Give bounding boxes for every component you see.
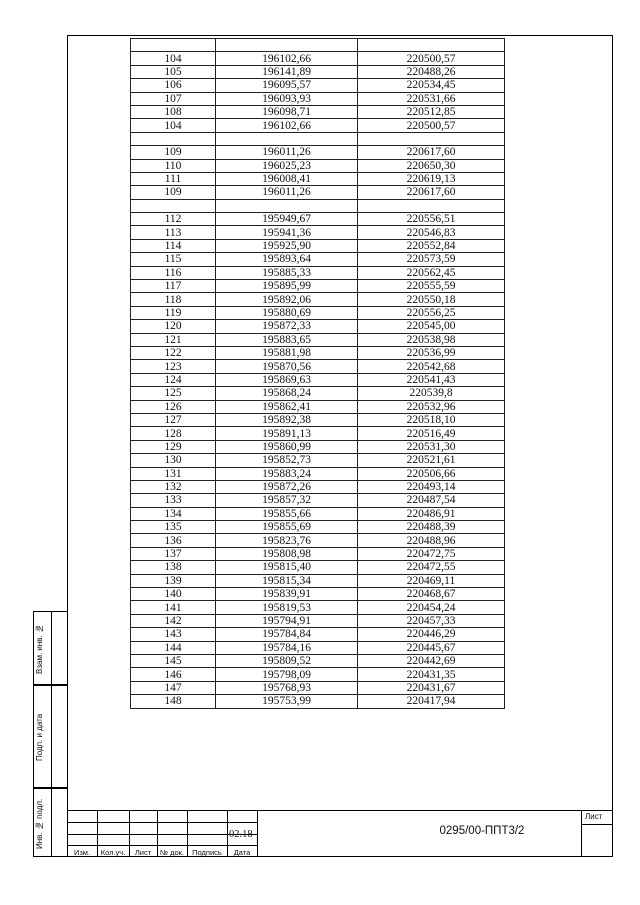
x-coordinate-cell: 196011,26 xyxy=(216,186,358,199)
y-coordinate-cell: 220573,59 xyxy=(358,253,505,266)
y-coordinate-cell: 220552,84 xyxy=(358,239,505,252)
table-row xyxy=(131,172,505,185)
table-row xyxy=(131,146,505,159)
x-coordinate-cell: 195881,98 xyxy=(216,346,358,359)
y-coordinate-cell: 220538,98 xyxy=(358,333,505,346)
table-row xyxy=(131,561,505,574)
title-block-header: Изм. xyxy=(73,848,91,857)
point-number-cell: 126 xyxy=(131,400,216,413)
y-coordinate-cell: 220442,69 xyxy=(358,654,505,667)
table-row xyxy=(131,266,505,279)
y-coordinate-cell: 220541,43 xyxy=(358,373,505,386)
y-coordinate-cell: 220469,11 xyxy=(358,574,505,587)
table-row xyxy=(131,253,505,266)
y-coordinate-cell xyxy=(358,39,505,52)
table-row xyxy=(131,346,505,359)
y-coordinate-cell: 220531,30 xyxy=(358,440,505,453)
y-coordinate-cell: 220617,60 xyxy=(358,146,505,159)
table-row xyxy=(131,199,505,212)
y-coordinate-cell: 220556,51 xyxy=(358,213,505,226)
table-row xyxy=(131,52,505,65)
table-row xyxy=(131,186,505,199)
x-coordinate-cell: 195753,99 xyxy=(216,695,358,708)
point-number-cell: 118 xyxy=(131,293,216,306)
point-number-cell: 143 xyxy=(131,628,216,641)
point-number-cell: 110 xyxy=(131,159,216,172)
table-row xyxy=(131,574,505,587)
table-row xyxy=(131,280,505,293)
x-coordinate-cell: 195891,13 xyxy=(216,427,358,440)
table-row xyxy=(131,413,505,426)
x-coordinate-cell: 195949,67 xyxy=(216,213,358,226)
table-row xyxy=(131,547,505,560)
x-coordinate-cell: 196102,66 xyxy=(216,119,358,132)
point-number-cell: 109 xyxy=(131,146,216,159)
x-coordinate-cell: 195860,99 xyxy=(216,440,358,453)
y-coordinate-cell: 220417,94 xyxy=(358,695,505,708)
point-number-cell: 148 xyxy=(131,695,216,708)
point-number-cell xyxy=(131,199,216,212)
y-coordinate-cell: 220500,57 xyxy=(358,52,505,65)
table-row xyxy=(131,39,505,52)
x-coordinate-cell: 195784,84 xyxy=(216,628,358,641)
x-coordinate-cell: 195892,38 xyxy=(216,413,358,426)
x-coordinate-cell: 195941,36 xyxy=(216,226,358,239)
x-coordinate-cell: 195819,53 xyxy=(216,601,358,614)
title-block-header: Дата xyxy=(233,848,251,857)
x-coordinate-cell xyxy=(216,132,358,145)
point-number-cell: 127 xyxy=(131,413,216,426)
title-block-header: № док. xyxy=(159,848,185,857)
table-row xyxy=(131,494,505,507)
y-coordinate-cell: 220545,00 xyxy=(358,320,505,333)
table-row xyxy=(131,306,505,319)
point-number-cell: 119 xyxy=(131,306,216,319)
y-coordinate-cell: 220431,35 xyxy=(358,668,505,681)
x-coordinate-cell: 195768,93 xyxy=(216,681,358,694)
point-number-cell: 147 xyxy=(131,681,216,694)
y-coordinate-cell: 220468,67 xyxy=(358,588,505,601)
y-coordinate-cell xyxy=(358,199,505,212)
x-coordinate-cell: 195823,76 xyxy=(216,534,358,547)
x-coordinate-cell: 196011,26 xyxy=(216,146,358,159)
x-coordinate-cell: 195885,33 xyxy=(216,266,358,279)
table-row xyxy=(131,387,505,400)
table-row xyxy=(131,588,505,601)
x-coordinate-cell: 195855,69 xyxy=(216,521,358,534)
x-coordinate-cell: 195862,41 xyxy=(216,400,358,413)
title-block xyxy=(67,810,613,857)
x-coordinate-cell: 195883,24 xyxy=(216,467,358,480)
x-coordinate-cell: 195815,34 xyxy=(216,574,358,587)
x-coordinate-cell: 195855,66 xyxy=(216,507,358,520)
point-number-cell: 109 xyxy=(131,186,216,199)
side-stamp-vzam xyxy=(33,611,68,685)
table-row xyxy=(131,628,505,641)
y-coordinate-cell: 220516,49 xyxy=(358,427,505,440)
x-coordinate-cell: 195868,24 xyxy=(216,387,358,400)
x-coordinate-cell: 196095,57 xyxy=(216,79,358,92)
x-coordinate-cell: 195784,16 xyxy=(216,641,358,654)
table-row xyxy=(131,467,505,480)
sheet-label: Лист xyxy=(585,812,603,821)
y-coordinate-cell xyxy=(358,132,505,145)
y-coordinate-cell: 220446,29 xyxy=(358,628,505,641)
y-coordinate-cell: 220488,39 xyxy=(358,521,505,534)
y-coordinate-cell: 220521,61 xyxy=(358,454,505,467)
table-row xyxy=(131,65,505,78)
point-number-cell: 133 xyxy=(131,494,216,507)
table-row xyxy=(131,92,505,105)
table-row xyxy=(131,105,505,118)
y-coordinate-cell: 220486,91 xyxy=(358,507,505,520)
point-number-cell: 120 xyxy=(131,320,216,333)
y-coordinate-cell: 220542,68 xyxy=(358,360,505,373)
point-number-cell: 141 xyxy=(131,601,216,614)
x-coordinate-cell: 195798,09 xyxy=(216,668,358,681)
side-stamp-inv xyxy=(33,788,68,857)
x-coordinate-cell: 196141,89 xyxy=(216,65,358,78)
y-coordinate-cell: 220536,99 xyxy=(358,346,505,359)
x-coordinate-cell: 196098,71 xyxy=(216,105,358,118)
date-value: 02.18 xyxy=(229,829,253,840)
table-row xyxy=(131,333,505,346)
point-number-cell: 114 xyxy=(131,239,216,252)
y-coordinate-cell: 220539,8 xyxy=(358,387,505,400)
table-row xyxy=(131,400,505,413)
x-coordinate-cell xyxy=(216,199,358,212)
table-row xyxy=(131,668,505,681)
x-coordinate-cell: 195808,98 xyxy=(216,547,358,560)
x-coordinate-cell: 195925,90 xyxy=(216,239,358,252)
x-coordinate-cell xyxy=(216,39,358,52)
vzam-label: Взам. инв. № xyxy=(35,624,44,674)
y-coordinate-cell: 220556,25 xyxy=(358,306,505,319)
table-row xyxy=(131,79,505,92)
point-number-cell: 113 xyxy=(131,226,216,239)
point-number-cell: 111 xyxy=(131,172,216,185)
table-row xyxy=(131,226,505,239)
table-row xyxy=(131,239,505,252)
point-number-cell: 145 xyxy=(131,654,216,667)
table-row xyxy=(131,641,505,654)
point-number-cell: 105 xyxy=(131,65,216,78)
point-number-cell: 136 xyxy=(131,534,216,547)
podp-label: Подп. и дата xyxy=(35,713,44,762)
point-number-cell xyxy=(131,132,216,145)
y-coordinate-cell: 220493,14 xyxy=(358,480,505,493)
x-coordinate-cell: 195794,91 xyxy=(216,614,358,627)
y-coordinate-cell: 220500,57 xyxy=(358,119,505,132)
x-coordinate-cell: 195870,56 xyxy=(216,360,358,373)
point-number-cell: 116 xyxy=(131,266,216,279)
document-code: 0295/00-ППТ3/2 xyxy=(439,825,525,837)
x-coordinate-cell: 196102,66 xyxy=(216,52,358,65)
table-row xyxy=(131,454,505,467)
table-row xyxy=(131,440,505,453)
point-number-cell: 131 xyxy=(131,467,216,480)
point-number-cell: 108 xyxy=(131,105,216,118)
table-row xyxy=(131,521,505,534)
x-coordinate-cell: 196008,41 xyxy=(216,172,358,185)
point-number-cell: 104 xyxy=(131,52,216,65)
x-coordinate-cell: 195895,99 xyxy=(216,280,358,293)
x-coordinate-cell: 195892,06 xyxy=(216,293,358,306)
table-row xyxy=(131,360,505,373)
point-number-cell: 144 xyxy=(131,641,216,654)
y-coordinate-cell: 220488,96 xyxy=(358,534,505,547)
y-coordinate-cell: 220532,96 xyxy=(358,400,505,413)
table-row xyxy=(131,601,505,614)
table-row xyxy=(131,427,505,440)
x-coordinate-cell: 196025,23 xyxy=(216,159,358,172)
table-row xyxy=(131,132,505,145)
y-coordinate-cell: 220550,18 xyxy=(358,293,505,306)
table-row xyxy=(131,119,505,132)
x-coordinate-cell: 195872,26 xyxy=(216,480,358,493)
point-number-cell: 106 xyxy=(131,79,216,92)
x-coordinate-cell: 196093,93 xyxy=(216,92,358,105)
title-block-header: Кол.уч. xyxy=(100,848,126,857)
x-coordinate-cell: 195872,33 xyxy=(216,320,358,333)
x-coordinate-cell: 195883,65 xyxy=(216,333,358,346)
inv-label: Инв. № подл. xyxy=(35,798,44,849)
title-block-header: Подпись xyxy=(192,848,222,857)
y-coordinate-cell: 220534,45 xyxy=(358,79,505,92)
y-coordinate-cell: 220488,26 xyxy=(358,65,505,78)
y-coordinate-cell: 220457,33 xyxy=(358,614,505,627)
point-number-cell: 112 xyxy=(131,213,216,226)
table-row xyxy=(131,320,505,333)
x-coordinate-cell: 195893,64 xyxy=(216,253,358,266)
x-coordinate-cell: 195880,69 xyxy=(216,306,358,319)
point-number-cell: 140 xyxy=(131,588,216,601)
point-number-cell: 104 xyxy=(131,119,216,132)
point-number-cell: 117 xyxy=(131,280,216,293)
y-coordinate-cell: 220617,60 xyxy=(358,186,505,199)
point-number-cell: 129 xyxy=(131,440,216,453)
point-number-cell: 122 xyxy=(131,346,216,359)
y-coordinate-cell: 220650,30 xyxy=(358,159,505,172)
table-row xyxy=(131,695,505,708)
x-coordinate-cell: 195852,73 xyxy=(216,454,358,467)
point-number-cell: 121 xyxy=(131,333,216,346)
x-coordinate-cell: 195839,91 xyxy=(216,588,358,601)
table-row xyxy=(131,507,505,520)
x-coordinate-cell: 195815,40 xyxy=(216,561,358,574)
point-number-cell: 138 xyxy=(131,561,216,574)
x-coordinate-cell: 195857,32 xyxy=(216,494,358,507)
side-stamp-podp xyxy=(33,685,68,788)
y-coordinate-cell: 220562,45 xyxy=(358,266,505,279)
y-coordinate-cell: 220445,67 xyxy=(358,641,505,654)
y-coordinate-cell: 220512,85 xyxy=(358,105,505,118)
y-coordinate-cell: 220487,54 xyxy=(358,494,505,507)
point-number-cell: 132 xyxy=(131,480,216,493)
table-row xyxy=(131,614,505,627)
coordinates-table xyxy=(130,38,505,709)
point-number-cell: 125 xyxy=(131,387,216,400)
table-row xyxy=(131,534,505,547)
point-number-cell: 107 xyxy=(131,92,216,105)
y-coordinate-cell: 220472,75 xyxy=(358,547,505,560)
point-number-cell: 139 xyxy=(131,574,216,587)
point-number-cell: 124 xyxy=(131,373,216,386)
y-coordinate-cell: 220454,24 xyxy=(358,601,505,614)
point-number-cell: 142 xyxy=(131,614,216,627)
y-coordinate-cell: 220555,59 xyxy=(358,280,505,293)
y-coordinate-cell: 220506,66 xyxy=(358,467,505,480)
point-number-cell: 134 xyxy=(131,507,216,520)
y-coordinate-cell: 220619,13 xyxy=(358,172,505,185)
title-block-header: Лист xyxy=(134,848,152,857)
point-number-cell xyxy=(131,39,216,52)
table-row xyxy=(131,373,505,386)
point-number-cell: 135 xyxy=(131,521,216,534)
table-row xyxy=(131,293,505,306)
table-row xyxy=(131,681,505,694)
x-coordinate-cell: 195869,63 xyxy=(216,373,358,386)
y-coordinate-cell: 220518,10 xyxy=(358,413,505,426)
table-row xyxy=(131,480,505,493)
y-coordinate-cell: 220546,83 xyxy=(358,226,505,239)
x-coordinate-cell: 195809,52 xyxy=(216,654,358,667)
y-coordinate-cell: 220431,67 xyxy=(358,681,505,694)
point-number-cell: 130 xyxy=(131,454,216,467)
point-number-cell: 137 xyxy=(131,547,216,560)
point-number-cell: 128 xyxy=(131,427,216,440)
point-number-cell: 146 xyxy=(131,668,216,681)
point-number-cell: 123 xyxy=(131,360,216,373)
table-row xyxy=(131,213,505,226)
point-number-cell: 115 xyxy=(131,253,216,266)
y-coordinate-cell: 220472,55 xyxy=(358,561,505,574)
y-coordinate-cell: 220531,66 xyxy=(358,92,505,105)
table-row xyxy=(131,654,505,667)
table-row xyxy=(131,159,505,172)
